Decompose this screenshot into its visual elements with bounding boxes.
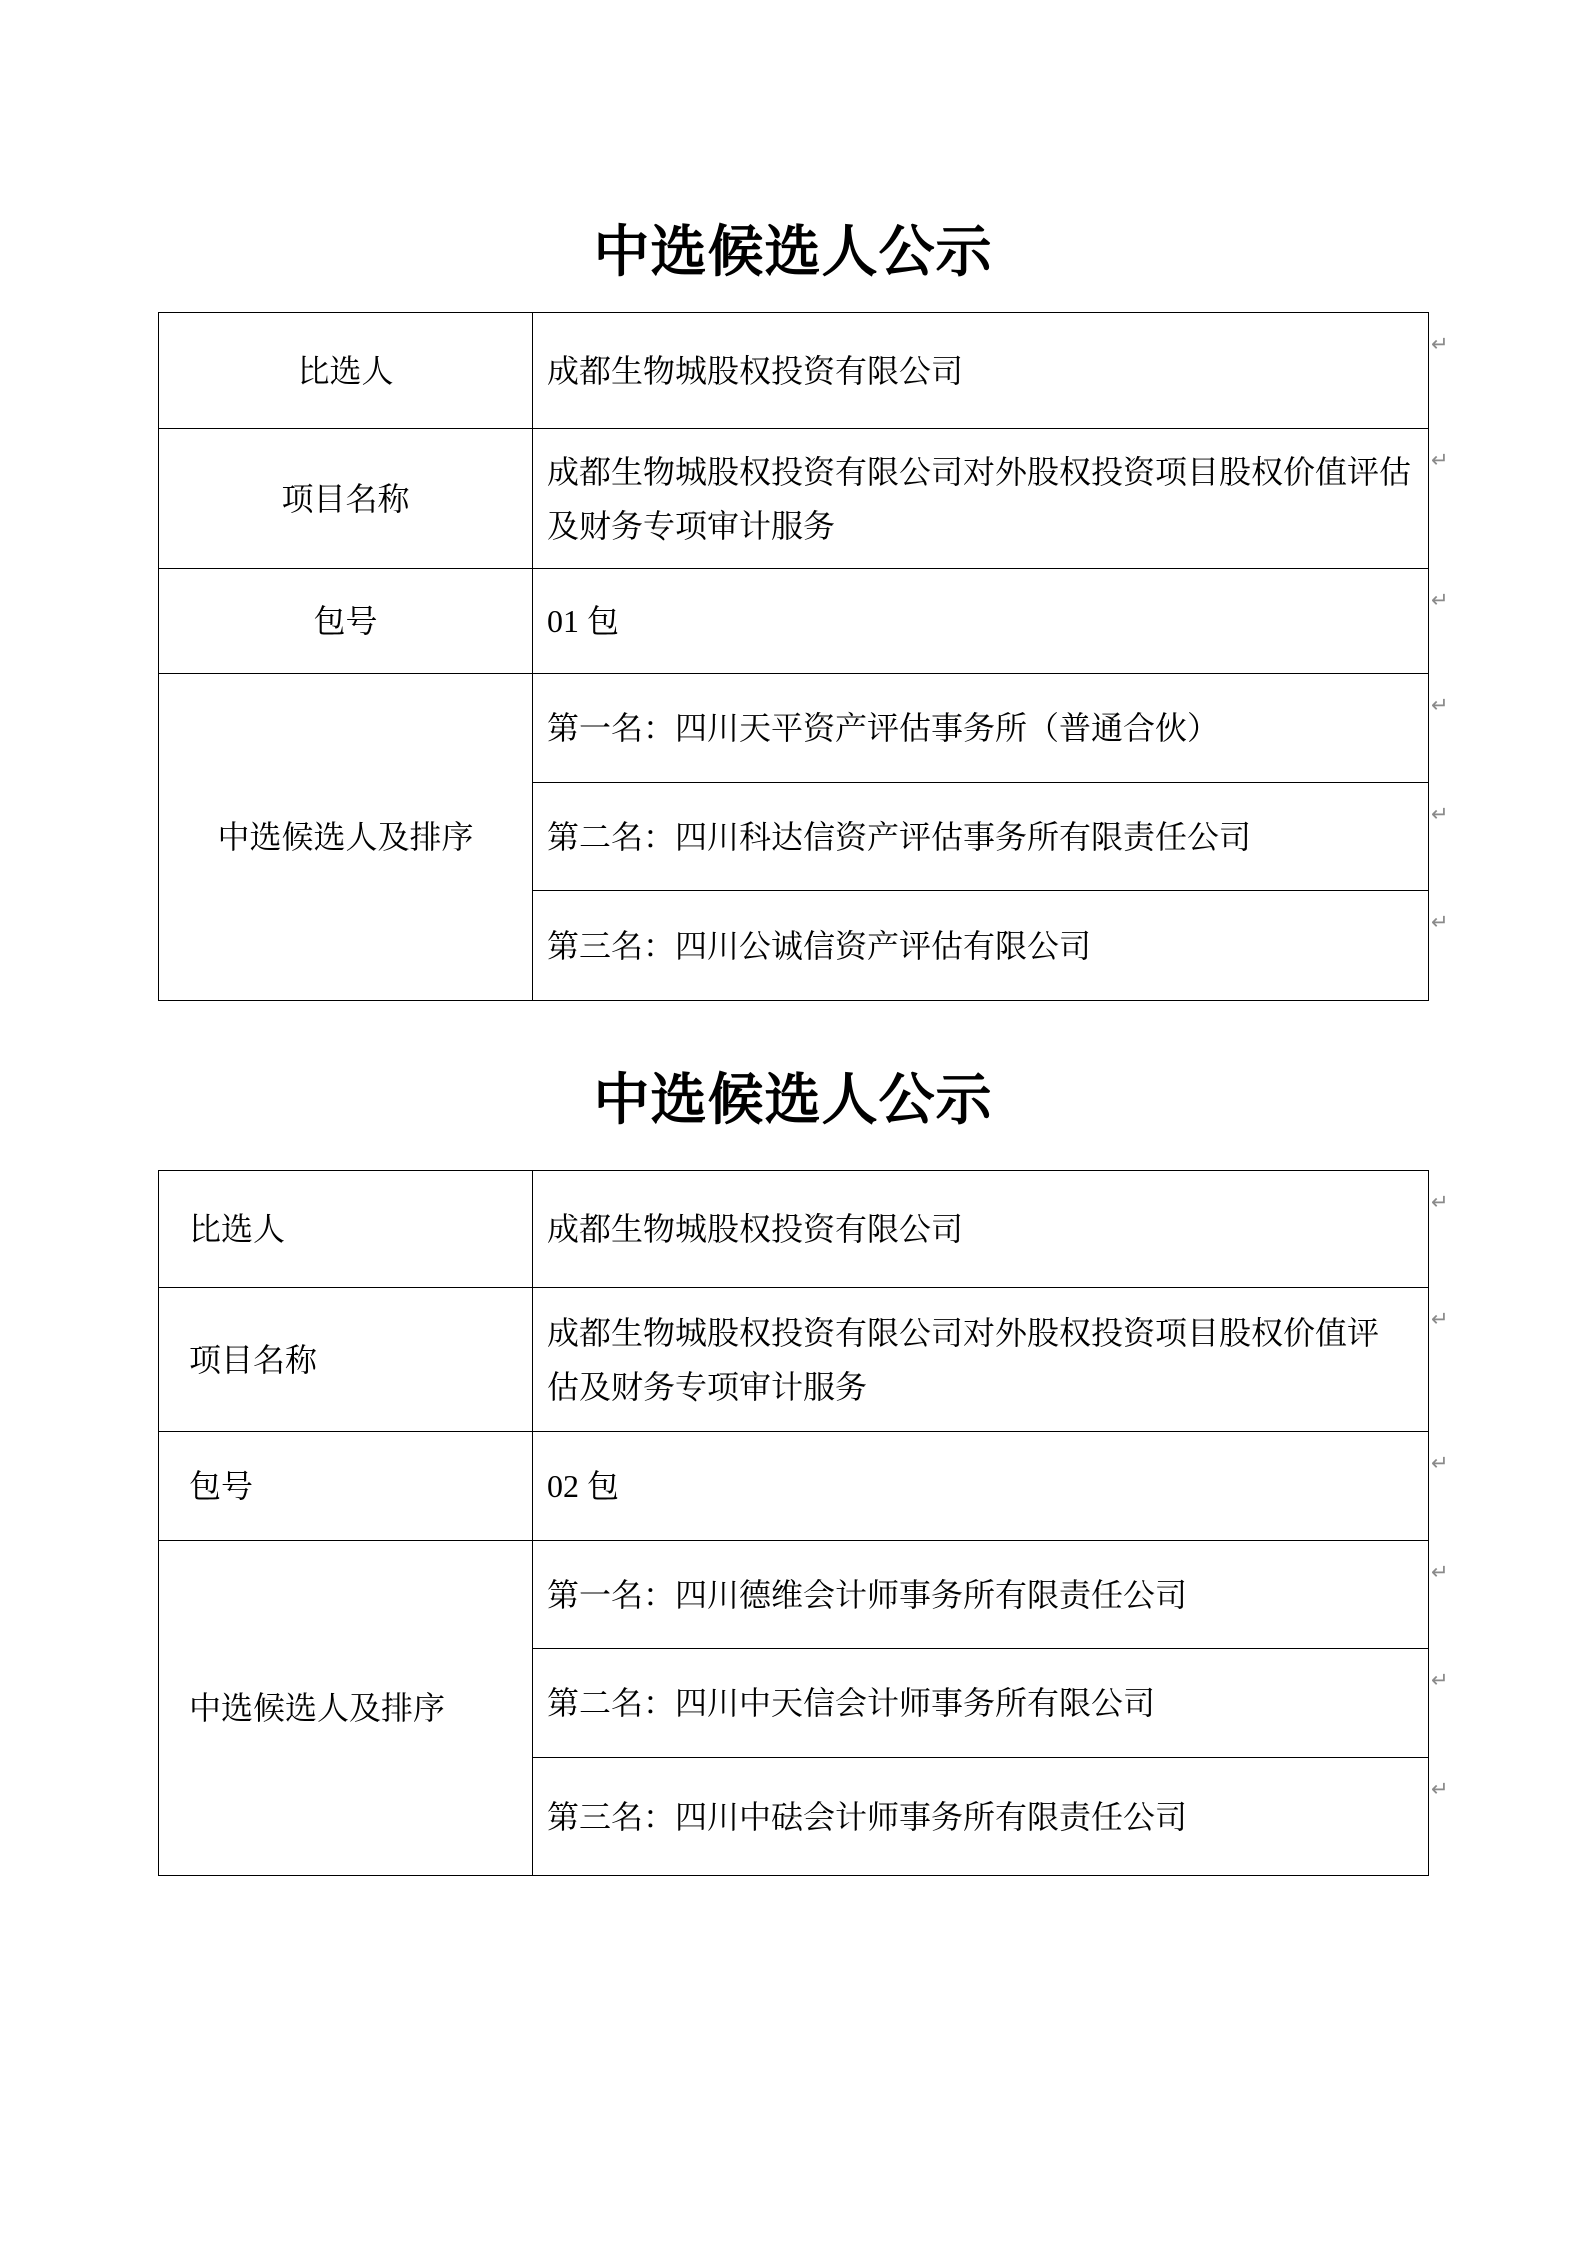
paragraph-mark-icon: ↵ xyxy=(1431,1668,1449,1692)
candidates-ranking-label: 中选候选人及排序 xyxy=(159,674,533,1001)
table-row xyxy=(159,1288,1429,1432)
package-number-label: 包号 xyxy=(159,569,533,674)
paragraph-mark-icon: ↵ xyxy=(1431,448,1449,472)
table-row xyxy=(159,674,1429,783)
project-name-value: 成都生物城股权投资有限公司对外股权投资项目股权价值评估及财务专项审计服务 xyxy=(533,429,1429,569)
project-name-label: 项目名称 xyxy=(159,429,533,569)
bidder-value: 成都生物城股权投资有限公司 xyxy=(533,1171,1429,1288)
candidate-rank-1: 第一名：四川天平资产评估事务所（普通合伙） xyxy=(533,674,1429,783)
paragraph-mark-icon: ↵ xyxy=(1431,1560,1449,1584)
announcement-table-1 xyxy=(158,312,1429,1001)
project-name-value: 成都生物城股权投资有限公司对外股权投资项目股权价值评估及财务专项审计服务 xyxy=(533,1288,1429,1432)
candidates-ranking-label: 中选候选人及排序 xyxy=(159,1541,533,1876)
candidate-rank-2: 第二名：四川科达信资产评估事务所有限责任公司 xyxy=(533,783,1429,891)
paragraph-mark-icon: ↵ xyxy=(1431,802,1449,826)
paragraph-mark-icon: ↵ xyxy=(1431,1451,1449,1475)
table-row xyxy=(159,569,1429,674)
table-row xyxy=(159,1432,1429,1541)
package-number-label: 包号 xyxy=(159,1432,533,1541)
paragraph-mark-icon: ↵ xyxy=(1431,1777,1449,1801)
project-name-label: 项目名称 xyxy=(159,1288,533,1432)
page-title: 中选候选人公示 xyxy=(593,1070,993,1132)
candidate-rank-3: 第三名：四川中砝会计师事务所有限责任公司 xyxy=(533,1758,1429,1876)
table-row xyxy=(159,1541,1429,1649)
bidder-label: 比选人 xyxy=(159,313,533,429)
table-row xyxy=(159,313,1429,429)
paragraph-mark-icon: ↵ xyxy=(1431,332,1449,356)
bidder-value: 成都生物城股权投资有限公司 xyxy=(533,313,1429,429)
bidder-label: 比选人 xyxy=(159,1171,533,1288)
page-title: 中选候选人公示 xyxy=(593,222,993,284)
paragraph-mark-icon: ↵ xyxy=(1431,693,1449,717)
candidate-rank-3: 第三名：四川公诚信资产评估有限公司 xyxy=(533,891,1429,1001)
table-row xyxy=(159,1171,1429,1288)
paragraph-mark-icon: ↵ xyxy=(1431,1190,1449,1214)
package-number-value: 02 包 xyxy=(533,1432,1429,1541)
paragraph-mark-icon: ↵ xyxy=(1431,588,1449,612)
package-number-value: 01 包 xyxy=(533,569,1429,674)
paragraph-mark-icon: ↵ xyxy=(1431,1307,1449,1331)
candidate-rank-1: 第一名：四川德维会计师事务所有限责任公司 xyxy=(533,1541,1429,1649)
table-row xyxy=(159,429,1429,569)
announcement-table-2 xyxy=(158,1170,1429,1876)
paragraph-mark-icon: ↵ xyxy=(1431,910,1449,934)
candidate-rank-2: 第二名：四川中天信会计师事务所有限公司 xyxy=(533,1649,1429,1758)
